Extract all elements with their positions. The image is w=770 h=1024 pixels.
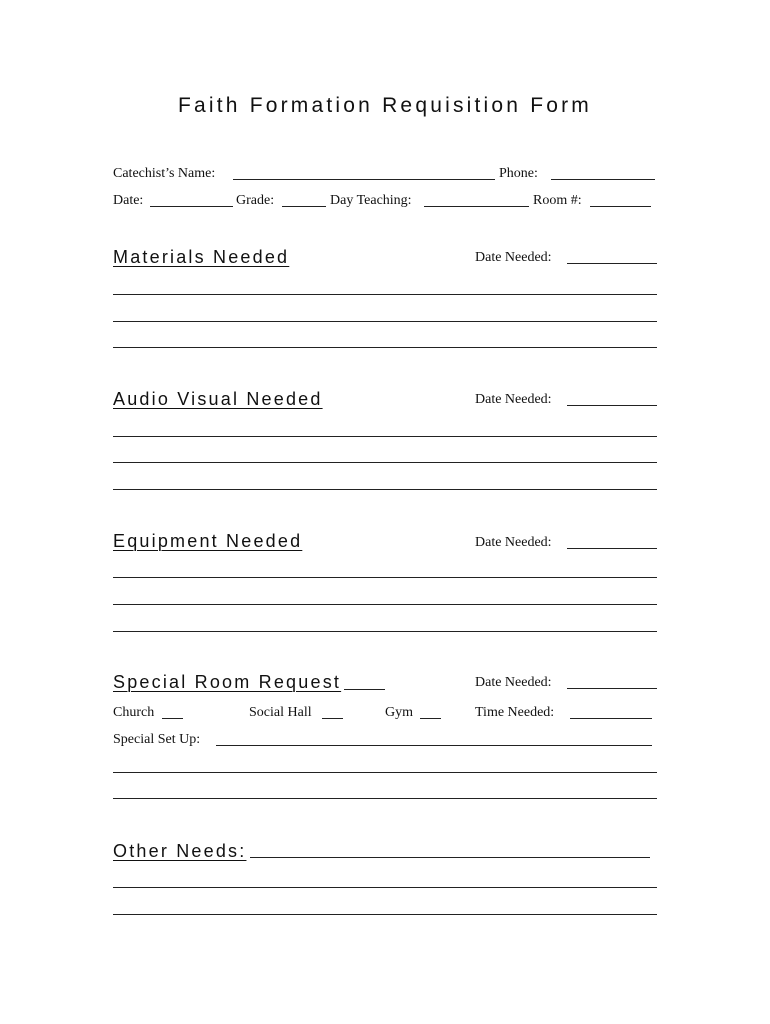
materials-section-title bbox=[113, 246, 289, 268]
materials-date-needed-field[interactable] bbox=[567, 263, 657, 264]
audio-visual-line-1[interactable] bbox=[113, 436, 657, 437]
special-room-title-underline bbox=[344, 689, 385, 690]
gym-field[interactable] bbox=[420, 718, 441, 719]
church-label: Church bbox=[113, 705, 155, 720]
time-needed-field[interactable] bbox=[570, 718, 652, 719]
materials-section-title-text: Materials Needed bbox=[113, 247, 290, 267]
other-needs-section-title-text: Other Needs: bbox=[113, 841, 247, 861]
equipment-line-2[interactable] bbox=[113, 604, 657, 605]
date-field[interactable] bbox=[150, 206, 233, 207]
other-needs-section-title bbox=[113, 840, 246, 862]
room-field[interactable] bbox=[590, 206, 651, 207]
materials-line-1[interactable] bbox=[113, 294, 657, 295]
equipment-section-title bbox=[113, 530, 302, 552]
audio-visual-line-2[interactable] bbox=[113, 462, 657, 463]
special-setup-label: Special Set Up: bbox=[113, 732, 201, 747]
special-room-section-title bbox=[113, 671, 341, 693]
catechist-name-field[interactable] bbox=[233, 179, 495, 180]
grade-label: Grade: bbox=[236, 193, 275, 208]
church-field[interactable] bbox=[162, 718, 183, 719]
social-hall-label: Social Hall bbox=[249, 705, 312, 720]
special-room-line-2[interactable] bbox=[113, 798, 657, 799]
audio-visual-date-needed-field[interactable] bbox=[567, 405, 657, 406]
special-room-section-title-text: Special Room Request bbox=[113, 672, 342, 692]
materials-date-needed-label: Date Needed: bbox=[475, 250, 552, 265]
form-title: Faith Formation Requisition Form bbox=[177, 94, 592, 117]
materials-line-2[interactable] bbox=[113, 321, 657, 322]
equipment-section-title-text: Equipment Needed bbox=[113, 531, 303, 551]
social-hall-field[interactable] bbox=[322, 718, 343, 719]
equipment-date-needed-field[interactable] bbox=[567, 548, 657, 549]
special-room-date-needed-label: Date Needed: bbox=[475, 675, 552, 690]
audio-visual-section-title bbox=[113, 388, 323, 410]
equipment-date-needed-label: Date Needed: bbox=[475, 535, 552, 550]
other-needs-line-1[interactable] bbox=[113, 887, 657, 888]
other-needs-line-2[interactable] bbox=[113, 914, 657, 915]
phone-field[interactable] bbox=[551, 179, 655, 180]
special-room-date-needed-field[interactable] bbox=[567, 688, 657, 689]
grade-field[interactable] bbox=[282, 206, 326, 207]
special-setup-field[interactable] bbox=[216, 745, 652, 746]
day-teaching-label: Day Teaching: bbox=[330, 193, 412, 208]
equipment-line-3[interactable] bbox=[113, 631, 657, 632]
other-needs-field[interactable] bbox=[250, 857, 650, 858]
time-needed-label: Time Needed: bbox=[475, 705, 555, 720]
date-label: Date: bbox=[113, 193, 144, 208]
room-label: Room #: bbox=[533, 193, 582, 208]
audio-visual-line-3[interactable] bbox=[113, 489, 657, 490]
day-teaching-field[interactable] bbox=[424, 206, 529, 207]
special-room-line-1[interactable] bbox=[113, 772, 657, 773]
phone-label: Phone: bbox=[499, 166, 538, 181]
materials-line-3[interactable] bbox=[113, 347, 657, 348]
audio-visual-date-needed-label: Date Needed: bbox=[475, 392, 552, 407]
audio-visual-section-title-text: Audio Visual Needed bbox=[113, 389, 323, 409]
equipment-line-1[interactable] bbox=[113, 577, 657, 578]
catechist-name-label: Catechist’s Name: bbox=[113, 166, 216, 181]
gym-label: Gym bbox=[385, 705, 413, 720]
